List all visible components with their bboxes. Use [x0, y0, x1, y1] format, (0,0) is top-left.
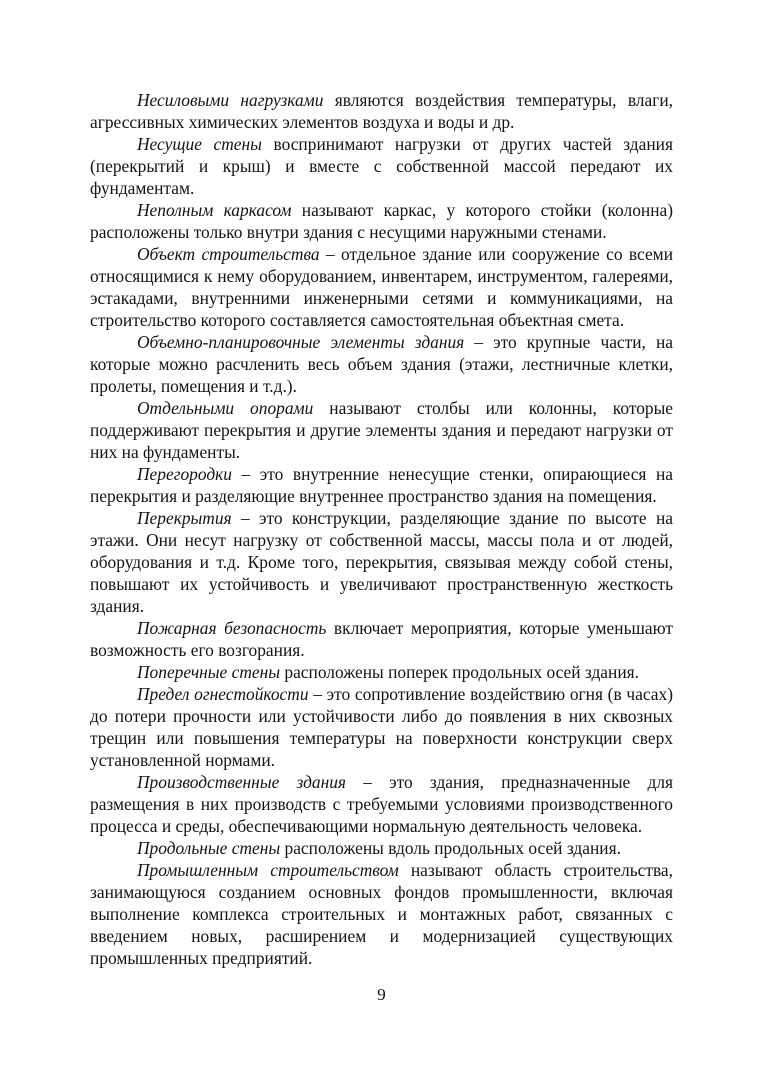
- page-number: 9: [377, 985, 386, 1004]
- glossary-entry: [90, 837, 673, 859]
- glossary-entry: [90, 661, 673, 683]
- glossary-term: Продольные стены: [137, 838, 281, 858]
- glossary-term: Объемно-планировочные элементы здания: [137, 332, 465, 352]
- glossary-definition: расположены поперек продольных осей здания.: [280, 662, 639, 682]
- glossary-term: Производственные здания: [137, 772, 346, 792]
- glossary-entry: [90, 507, 673, 617]
- glossary-term: Перегородки: [137, 464, 232, 484]
- glossary-definition: называют столбы или колонны, которые поддерживают перекрытия и другие элементы здания и передают нагрузки от них на фундаменты.: [90, 398, 673, 462]
- glossary-term: Несиловыми нагрузками: [137, 90, 324, 110]
- glossary-entry: [90, 243, 673, 331]
- glossary-term: Несущие стены: [137, 134, 262, 154]
- glossary-entry: [90, 859, 673, 969]
- glossary-entry: [90, 133, 673, 199]
- glossary-entry: [90, 199, 673, 243]
- glossary-definition: называют каркас, у которого стойки (колонна) расположены только внутри здания с несущими наружными стенами.: [90, 200, 674, 242]
- glossary-definition: воспринимают нагрузки от других частей здания (перекрытий и крыш) и вместе с собственной массой передают их фундаментам.: [90, 134, 673, 198]
- glossary-entry: [90, 463, 673, 507]
- glossary-entry: [90, 331, 673, 397]
- glossary-entry: [90, 89, 673, 133]
- glossary-definition: – отдельное здание или сооружение со всеми относящимися к нему оборудованием, инвентарем, инструментом, галереями, эстакадами, внутренними инженерными сетями и коммуникациями, на строительство которого составляется самостоятельная объектная смета.: [90, 244, 673, 330]
- glossary-entry: [90, 617, 673, 661]
- glossary-term: Поперечные стены: [137, 662, 281, 682]
- glossary-definition: являются воздействия температуры, влаги, агрессивных химических элементов воздуха и воды и др.: [90, 90, 673, 132]
- glossary-definition: – это конструкции, разделяющие здание по высоте на этажи. Они несут нагрузку от собственной массы, массы пола и от людей, оборудования и т.д. Кроме того, перекрытия, связывая между собой стены, повышают их устойчивость и увеличивают пространственную жесткость здания.: [90, 508, 673, 616]
- glossary-term: Промышленным строительством: [137, 860, 399, 880]
- glossary-definition: – это внутренние ненесущие стенки, опирающиеся на перекрытия и разделяющие внутреннее пространство здания на помещения.: [90, 464, 673, 506]
- glossary-term: Объект строительства: [137, 244, 320, 264]
- glossary-definition: включает мероприятия, которые уменьшают возможность его возгорания.: [90, 618, 673, 660]
- glossary-term: Пожарная безопасность: [137, 618, 327, 638]
- glossary-entry: [90, 683, 673, 771]
- glossary-term: Неполным каркасом: [137, 200, 292, 220]
- glossary-entry: [90, 771, 673, 837]
- glossary-term: Предел огнестойкости: [137, 684, 309, 704]
- glossary-definition: расположены вдоль продольных осей здания.: [280, 838, 621, 858]
- glossary-definition: – это здания, предназначенные для размещения в них производств с требуемыми условиями производственного процесса и среды, обеспечивающими нормальную деятельность человека.: [90, 772, 673, 836]
- glossary-definition: – это сопротивление воздействию огня (в часах) до потери прочности или устойчивости либо до появления в них сквозных трещин или повышения температуры на поверхности конструкции сверх установленной нормами.: [90, 684, 673, 770]
- glossary-definition: – это крупные части, на которые можно расчленить весь объем здания (этажи, лестничные клетки, пролеты, помещения и т.д.).: [90, 332, 673, 396]
- glossary-entry: [90, 397, 673, 463]
- glossary-text: [90, 89, 673, 969]
- glossary-definition: называют область строительства, занимающуюся созданием основных фондов промышленности, включая выполнение комплекса строительных и монтажных работ, связанных с введением новых, расширением и модернизацией существующих промышленных предприятий.: [90, 860, 673, 968]
- glossary-term: Перекрытия: [137, 508, 232, 528]
- glossary-term: Отдельными опорами: [137, 398, 314, 418]
